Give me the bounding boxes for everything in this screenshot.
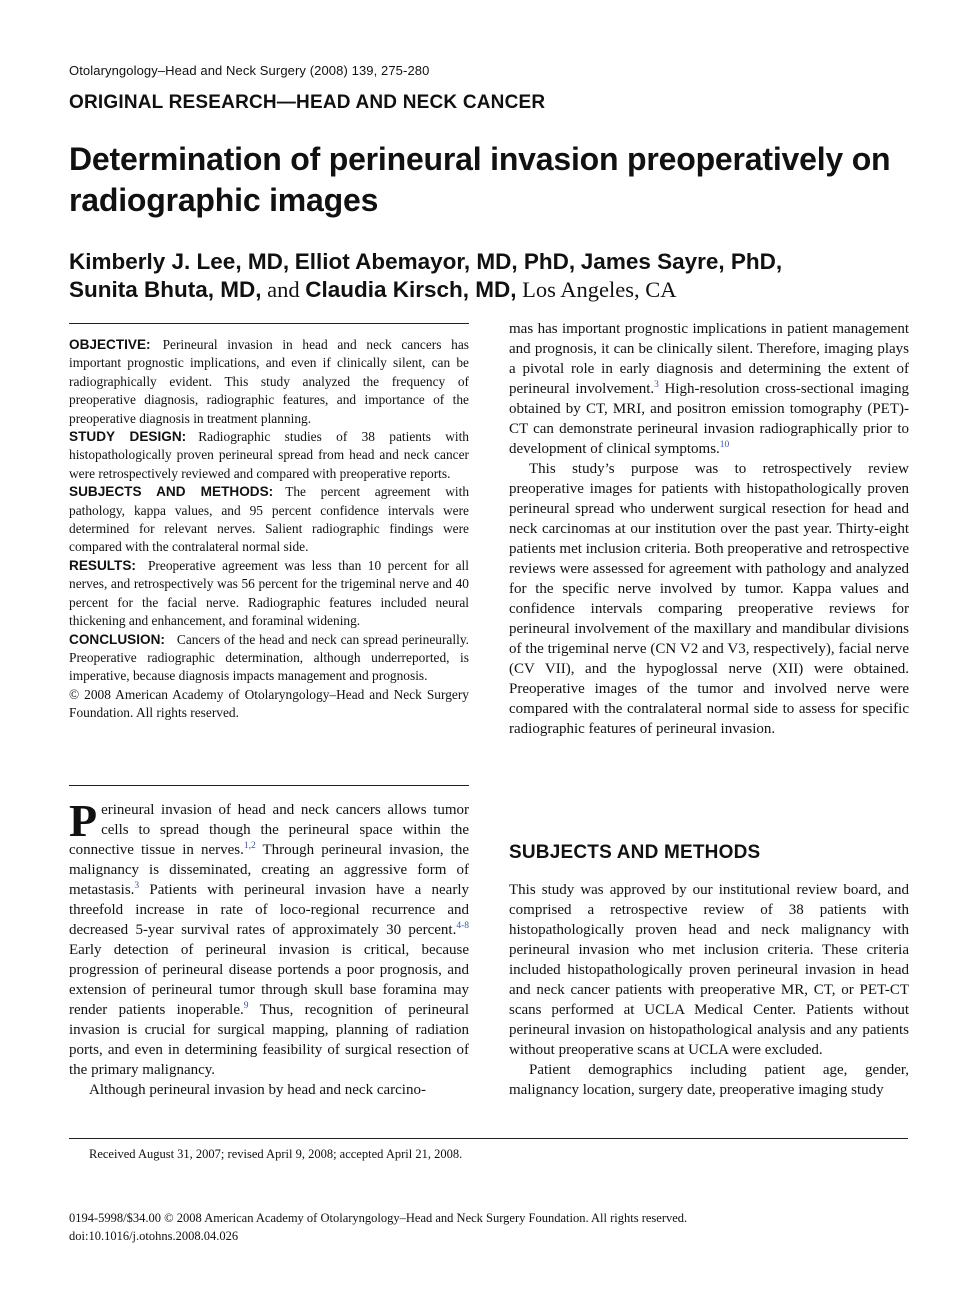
reference-link[interactable]: 3 (134, 881, 140, 891)
doi-link[interactable]: doi:10.1016/j.otohns.2008.04.026 (69, 1229, 239, 1243)
intro-text-f: mas has important prognostic implications in patient management and prognosis, it can be clinically silent. Therefore, imaging plays a pivotal role in early diagnosis and determining the extent of perineural involvement. (509, 321, 909, 397)
author-location: Los Angeles, CA (522, 277, 677, 302)
abstract-results-text: Preoperative agreement was less than 10 percent for all nerves, and retrospectively was 56 percent for the trigeminal nerve and 40 percent for the facial nerve. Radiographic features included neural thickening and enhancement, and foraminal widening. (69, 557, 469, 629)
author-4: Sunita Bhuta, MD, (69, 277, 262, 302)
received-text: Received August 31, 2007; revised April 9, 2008; accepted April 21, 2008. (89, 1147, 463, 1161)
abstract-conclusion-text: Cancers of the head and neck can spread perineurally. Preoperative radiographic determination, although underreported, is imperative, because diagnosis impacts management and prognosis. (69, 631, 469, 684)
abstract-conclusion (69, 631, 469, 686)
abstract-objective (69, 336, 469, 428)
intro-text-e: Thus, recognition of perineural invasion is crucial for surgical mapping, planning of radiation ports, and even in determining feasibility of surgical resection of the primary malignancy. (69, 1002, 469, 1078)
abstract-conclusion-label: CONCLUSION: (69, 631, 165, 647)
methods-paragraph-2: Patient demographics including patient age, gender, malignancy location, surgery date, preoperative imaging study (509, 1062, 909, 1098)
author-list (69, 248, 929, 304)
body-left-column (69, 795, 469, 1100)
abstract-methods-label: SUBJECTS AND METHODS: (69, 484, 274, 500)
intro-paragraph-3 (509, 319, 909, 459)
intro-text-a: erineural invasion of head and neck cancers allows tumor cells to spread though the perineural space within the connective tissue in nerves. (69, 802, 469, 858)
body-right-column-bottom (509, 880, 909, 1100)
abstract-results-label: RESULTS: (69, 557, 136, 573)
intro-paragraph-1 (69, 795, 469, 1080)
issn-block (69, 1209, 687, 1245)
received-dates (69, 1145, 469, 1163)
journal-citation: Otolaryngology–Head and Neck Surgery (2008) 139, 275-280 (69, 63, 430, 78)
intro-paragraph-2: Although perineural invasion by head and neck carcino- (89, 1082, 426, 1098)
author-conjunction: and (267, 277, 300, 302)
methods-paragraph-1: This study was approved by our institutional review board, and comprised a retrospective review of 38 patients with histopathologically proven head and neck malignancy with perineural invasion who met inclusion criteria. These criteria included histopathologically proven perineural invasion in head and neck cancer patients with preoperative MR, CT, or PET-CT scans performed at UCLA Medical Center. Patients without perineural invasion on histopathological analysis and any patients without preoperative scans at UCLA were excluded. (509, 882, 909, 1058)
intro-text-c: Patients with perineural invasion have a nearly threefold increase in rate of loco-regional recurrence and decreased 5-year survival rates of approximately 30 percent. (69, 882, 469, 938)
article-title: Determination of perineural invasion preoperatively on radiographic images (69, 141, 891, 218)
issn-line: 0194-5998/$34.00 © 2008 American Academy of Otolaryngology–Head and Neck Surgery Foundation. All rights reserved. (69, 1211, 688, 1225)
reference-link[interactable]: 9 (243, 1001, 249, 1011)
abstract-methods (69, 483, 469, 557)
reference-link[interactable]: 1,2 (243, 841, 256, 851)
author-3: James Sayre, PhD, (580, 249, 783, 274)
abstract-design-text: Radiographic studies of 38 patients with histopathologically proven perineural spread from head and neck cancer were retrospectively reviewed and compared with preoperative reports. (69, 429, 470, 481)
intro-text-g: High-resolution cross-sectional imaging obtained by CT, MRI, and positron emission tomography (PET)-CT can demonstrate perineural invasion radiographically prior to development of clinical symptoms. (509, 381, 909, 457)
abstract-objective-label: OBJECTIVE: (69, 337, 151, 352)
abstract-copyright: © 2008 American Academy of Otolaryngology–Head and Neck Surgery Foundation. All rights reserved. (69, 686, 469, 721)
author-5: Claudia Kirsch, MD, (305, 277, 517, 302)
body-right-column-top (509, 319, 909, 739)
author-2: Elliot Abemayor, MD, PhD, (294, 249, 576, 274)
author-1: Kimberly J. Lee, MD, (69, 249, 290, 274)
intro-text-d: Early detection of perineural invasion is critical, because progression of perineural disease portends a poor prognosis, and extension of perineural tumor through skull base foramina may render patients inoperable. (69, 942, 469, 1018)
abstract-methods-text: The percent agreement with pathology, kappa values, and 95 percent confidence intervals were determined for relevant nerves. Salient radiographic findings were compared with the contralateral normal side. (69, 484, 470, 555)
reference-link[interactable]: 10 (719, 440, 730, 450)
section-heading-subjects-methods: SUBJECTS AND METHODS (509, 842, 761, 863)
footer-rule (69, 1138, 908, 1139)
section-label: ORIGINAL RESEARCH—HEAD AND NECK CANCER (69, 92, 546, 113)
abstract-results (69, 557, 469, 631)
drop-cap: P (69, 795, 98, 846)
reference-link[interactable]: 3 (654, 380, 659, 390)
intro-paragraph-4: This study’s purpose was to retrospectively review preoperative images for patients with histopathologically proven perineural spread who underwent surgical resection for head and neck carcinomas at our institution over the past year. Thirty-eight patients met inclusion criteria. Both preoperative and retrospective reviews were assessed for agreement with pathology and analyzed for the specific nerve involved by tumor. Kappa values and confidence intervals comparing preoperative reviews for perineural involvement of the maxillary and mandibular divisions of the trigeminal nerve (CN V2 and V3, respectively), facial nerve (CV VII), and the hypoglossal nerve (XII) were obtained. Preoperative images of the tumor and involved nerve were compared with the contralateral normal side to assess for specific radiographic features of perineural invasion. (509, 461, 909, 737)
abstract-design-label: STUDY DESIGN: (69, 429, 187, 445)
abstract-objective-text: Perineural invasion in head and neck cancers has important prognostic implications, and even if clinically silent, can be radiographically evident. This study analyzed the frequency of preoperative diagnosis, radiographic features, and importance of the preoperative diagnosis in treatment planning. (69, 337, 469, 426)
abstract-bottom-rule (69, 785, 469, 786)
intro-text-b: Through perineural invasion, the malignancy is disseminated, creating an aggressive form of metastasis. (69, 842, 469, 898)
abstract (69, 336, 469, 723)
abstract-top-rule (69, 323, 469, 324)
reference-link[interactable]: 4-8 (456, 921, 469, 931)
abstract-design (69, 428, 469, 483)
